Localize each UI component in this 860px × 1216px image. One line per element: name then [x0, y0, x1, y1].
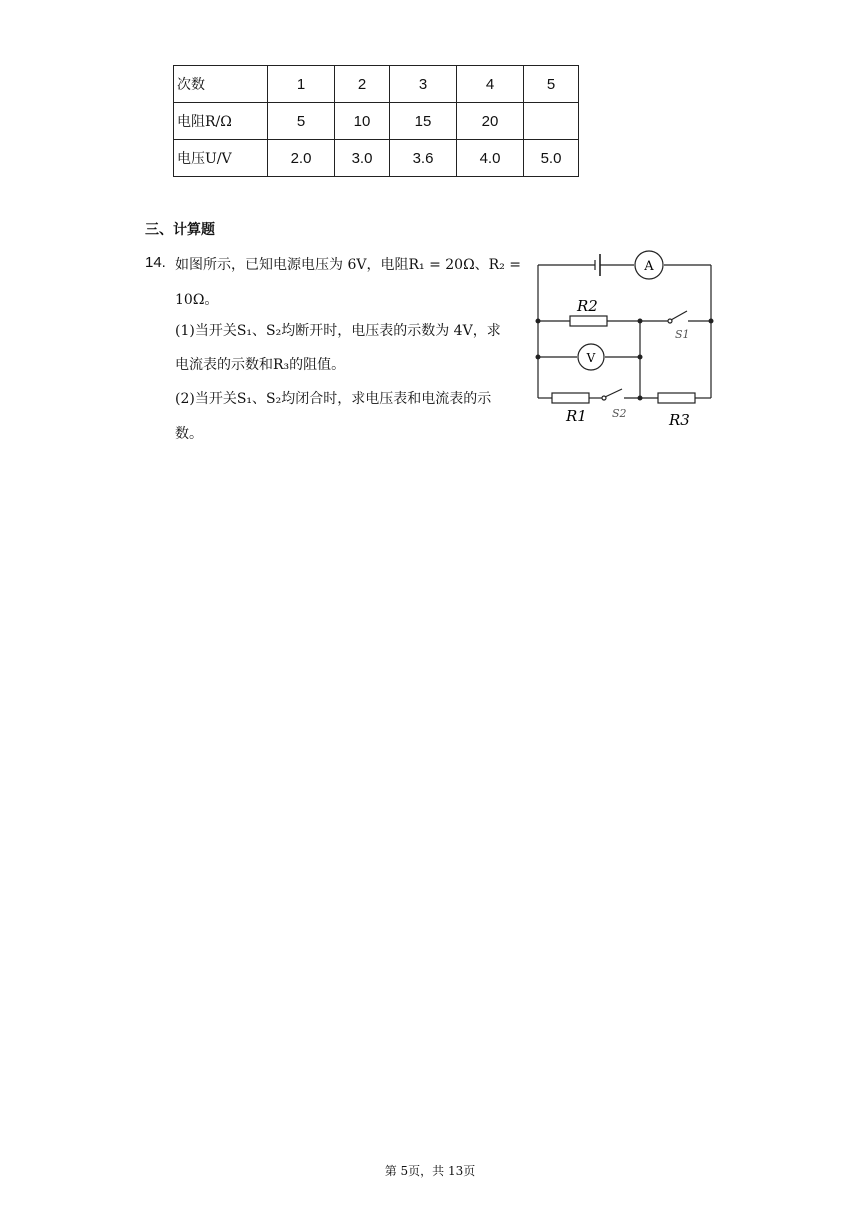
s2-label: S2 [612, 407, 627, 420]
table-cell: 5.0 [524, 140, 579, 177]
table-header-cell: 4 [457, 66, 524, 103]
s1-label: S1 [675, 328, 690, 341]
resistor-r3 [658, 393, 695, 403]
junction-node [536, 355, 541, 360]
table-row-label: 电压U/V [174, 140, 268, 177]
question-line: 10Ω。 [175, 292, 219, 308]
table-cell: 5 [268, 103, 335, 140]
resistor-r1 [552, 393, 589, 403]
junction-node [638, 319, 643, 324]
question-line: 数。 [175, 426, 203, 442]
table-row [174, 103, 579, 140]
switch-s1-blade [671, 311, 687, 320]
table-cell: 4.0 [457, 140, 524, 177]
page-footer: 第 5页，共 13页 [384, 1164, 476, 1178]
resistor-r2 [570, 316, 607, 326]
table-cell: 2.0 [268, 140, 335, 177]
r3-label: R3 [669, 411, 690, 429]
r1-label: R1 [566, 407, 587, 425]
junction-node [638, 396, 643, 401]
table-header-cell: 次数 [174, 66, 268, 103]
table-row [174, 140, 579, 177]
ammeter-label: A [644, 259, 654, 274]
junction-node [709, 319, 714, 324]
question-line: 如图所示，已知电源电压为 6V，电阻R₁ = 20Ω、R₂ = [175, 257, 522, 273]
table-cell: 3.6 [390, 140, 457, 177]
table-header-cell: 2 [335, 66, 390, 103]
question-line: (1)当开关S₁、S₂均断开时，电压表的示数为 4V，求 [175, 323, 501, 339]
table-cell: 20 [457, 103, 524, 140]
table-header-cell: 3 [390, 66, 457, 103]
question-number: 14. [145, 254, 166, 271]
table-cell: 3.0 [335, 140, 390, 177]
question-line: 电流表的示数和R₃的阻值。 [175, 357, 346, 373]
table-row [174, 66, 579, 103]
voltmeter-label: V [586, 351, 596, 365]
junction-node [638, 355, 643, 360]
section-title: 三、计算题 [145, 222, 215, 238]
table-header-cell: 1 [268, 66, 335, 103]
table-row-label: 电阻R/Ω [174, 103, 268, 140]
table-header-cell: 5 [524, 66, 579, 103]
circuit-diagram [530, 250, 720, 430]
junction-node [536, 319, 541, 324]
r2-label: R2 [577, 297, 598, 315]
table-cell: 15 [390, 103, 457, 140]
data-table [173, 65, 579, 177]
table-cell: 10 [335, 103, 390, 140]
table-cell [524, 103, 579, 140]
switch-s2-blade [605, 389, 622, 397]
question-line: (2)当开关S₁、S₂均闭合时，求电压表和电流表的示 [175, 391, 492, 407]
